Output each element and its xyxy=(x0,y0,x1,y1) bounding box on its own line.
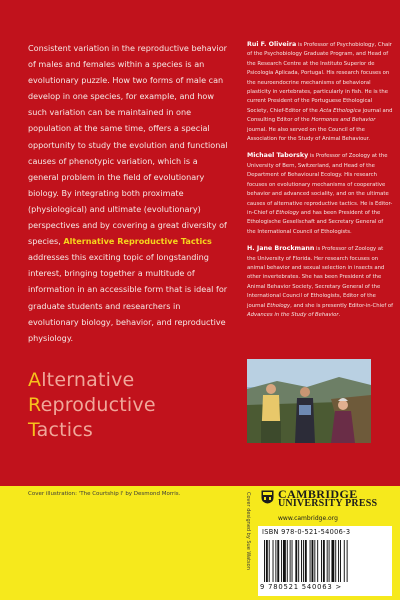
title-initial: R xyxy=(28,394,41,416)
bio-name: Michael Taborsky xyxy=(247,152,309,160)
bio-text: is Professor of Zoology at the University of Bern, Switzerland, and Head of the Department of Behavioural Ecology. His research focuses on evolutionary mechanisms of cooperative behavior and advanced sociality, and on the ultimate causes of alternative reproductive tactics. He is Editor-in-Chief of xyxy=(247,153,393,216)
barcode-bar xyxy=(295,540,297,582)
barcode-bar xyxy=(347,540,348,582)
barcode-bar xyxy=(275,540,276,582)
publisher-name-line-1: CAMBRIDGE xyxy=(278,487,358,501)
barcode-bar xyxy=(314,540,315,582)
blurb-text: Consistent variation in the reproductive behavior of males and females within a species is an evolutionary puzzle. How two forms of male can develop in one species, for example, and how such variation can be maintained in one population at the same time, offers a special opportunity to study the evolution and functional causes of phenotypic variation, which is a general problem in the field of evolutionary biology. By integrating both proximate (physiological) and ultimate (evolutionary) perspectives and by covering a great diversity of species, xyxy=(28,43,228,247)
barcode-bar xyxy=(323,540,325,582)
barcode-bar xyxy=(335,540,336,582)
barcode-bar xyxy=(287,540,288,582)
barcode-bar xyxy=(281,540,282,582)
editors-photo-image xyxy=(247,359,371,443)
bio-text: and has been President of the Ethologische Gesellschaft and Secretary General of the International Council of Ethologists. xyxy=(247,209,384,235)
barcode-bar xyxy=(303,540,304,582)
barcode-bar xyxy=(283,540,286,582)
barcode-bar xyxy=(290,540,291,582)
title-line-1 xyxy=(28,368,156,393)
barcode-bar xyxy=(273,540,274,582)
publisher-name xyxy=(278,489,377,509)
barcode-bar xyxy=(298,540,299,582)
blurb-highlight-title: Alternative Reproductive Tactics xyxy=(63,236,212,247)
title-line-3 xyxy=(28,418,156,443)
blurb-text-continued: addresses this exciting topic of longstanding interest, bringing together a multitude of information in an accessible form that is ideal for graduate students and researchers in evolutionary biology, behavior, and reproductive physiology. xyxy=(28,252,228,343)
barcode-bar xyxy=(317,540,318,582)
title-initial: T xyxy=(28,419,37,441)
barcode-bar xyxy=(327,540,328,582)
editor-bios xyxy=(247,40,393,327)
publisher-name-line-2: UNIVERSITY PRESS xyxy=(278,498,378,509)
bio-name: Rui F. Oliveira xyxy=(247,41,297,48)
barcode-bar xyxy=(305,540,307,582)
bio-journal: Hormones and Behavior xyxy=(311,117,376,124)
barcode-bar xyxy=(310,540,311,582)
publisher-url: www.cambridge.org xyxy=(278,515,338,522)
title-initial: A xyxy=(28,369,42,391)
barcode-bar xyxy=(277,540,279,582)
bio-text: is Professor of Zoology at the University of Florida. Her research focuses on animal behavior and sexual selection in insects and other invertebrates. She has been President of the Animal Behavior Society, Secretary General of the International Council of Ethologists, Editor of the journal xyxy=(247,246,385,309)
bio-text: is Professor of Psychobiology, Chair of the Psychobiology Graduate Program, and Head of the Research Centre at the Instituto Superior de Psicologia Aplicada, Portugal. His research focuses on the neuroendocrine mechanisms of behavioral plasticity in vertebrates, particularly in fish. He is the current President of the Portuguese Ethological Society, Chief-Editor of the xyxy=(247,42,392,114)
title-word: lternative xyxy=(41,369,135,391)
title-line-2 xyxy=(28,393,156,418)
editors-photo xyxy=(247,359,371,443)
bio-text: , and she is presently Editor-in-Chief of xyxy=(290,302,394,309)
title-word: eproductive xyxy=(40,394,156,416)
bio-journal: Ethology xyxy=(266,302,291,309)
bio-oliveira xyxy=(247,40,393,144)
bio-journal: Acta Ethologica xyxy=(319,107,361,114)
barcode-bar xyxy=(301,540,302,582)
bio-name: H. Jane Brockmann xyxy=(247,245,315,253)
barcode-bars-icon xyxy=(262,540,388,582)
bio-brockmann xyxy=(247,244,393,320)
barcode-bar xyxy=(331,540,334,582)
book-title xyxy=(28,368,156,443)
cover-illustration-credit: Cover illustration: 'The Courtship I' by Desmond Morris. xyxy=(28,491,181,497)
barcode-bar xyxy=(266,540,268,582)
barcode-bar xyxy=(292,540,293,582)
barcode-digits: 9 780521 540063 > xyxy=(260,583,342,591)
barcode-bar xyxy=(329,540,330,582)
barcode-bar xyxy=(344,540,345,582)
barcode-bar xyxy=(264,540,265,582)
bio-journal: Advances in the Study of Behavior xyxy=(247,311,339,318)
barcode-bar xyxy=(340,540,341,582)
cambridge-shield-logo-icon xyxy=(261,490,274,504)
barcode-bar xyxy=(269,540,270,582)
isbn-barcode xyxy=(258,526,392,596)
barcode-bar xyxy=(321,540,322,582)
bio-taborsky xyxy=(247,151,393,237)
bio-text: journal. He also served on the Council of the Association for the Study of Animal Behaviour. xyxy=(247,126,371,143)
title-word: actics xyxy=(36,419,94,441)
bio-journal: Ethology xyxy=(275,209,300,216)
barcode-bar xyxy=(338,540,339,582)
isbn-number: ISBN 978-0-521-54006-3 xyxy=(262,528,351,536)
bio-text: journal and Consulting Editor of the xyxy=(247,107,393,124)
bio-text: . xyxy=(338,311,341,318)
book-blurb xyxy=(28,40,228,346)
barcode-bar xyxy=(312,540,314,582)
cover-design-credit: Cover designed by Sue Watson xyxy=(245,492,251,570)
